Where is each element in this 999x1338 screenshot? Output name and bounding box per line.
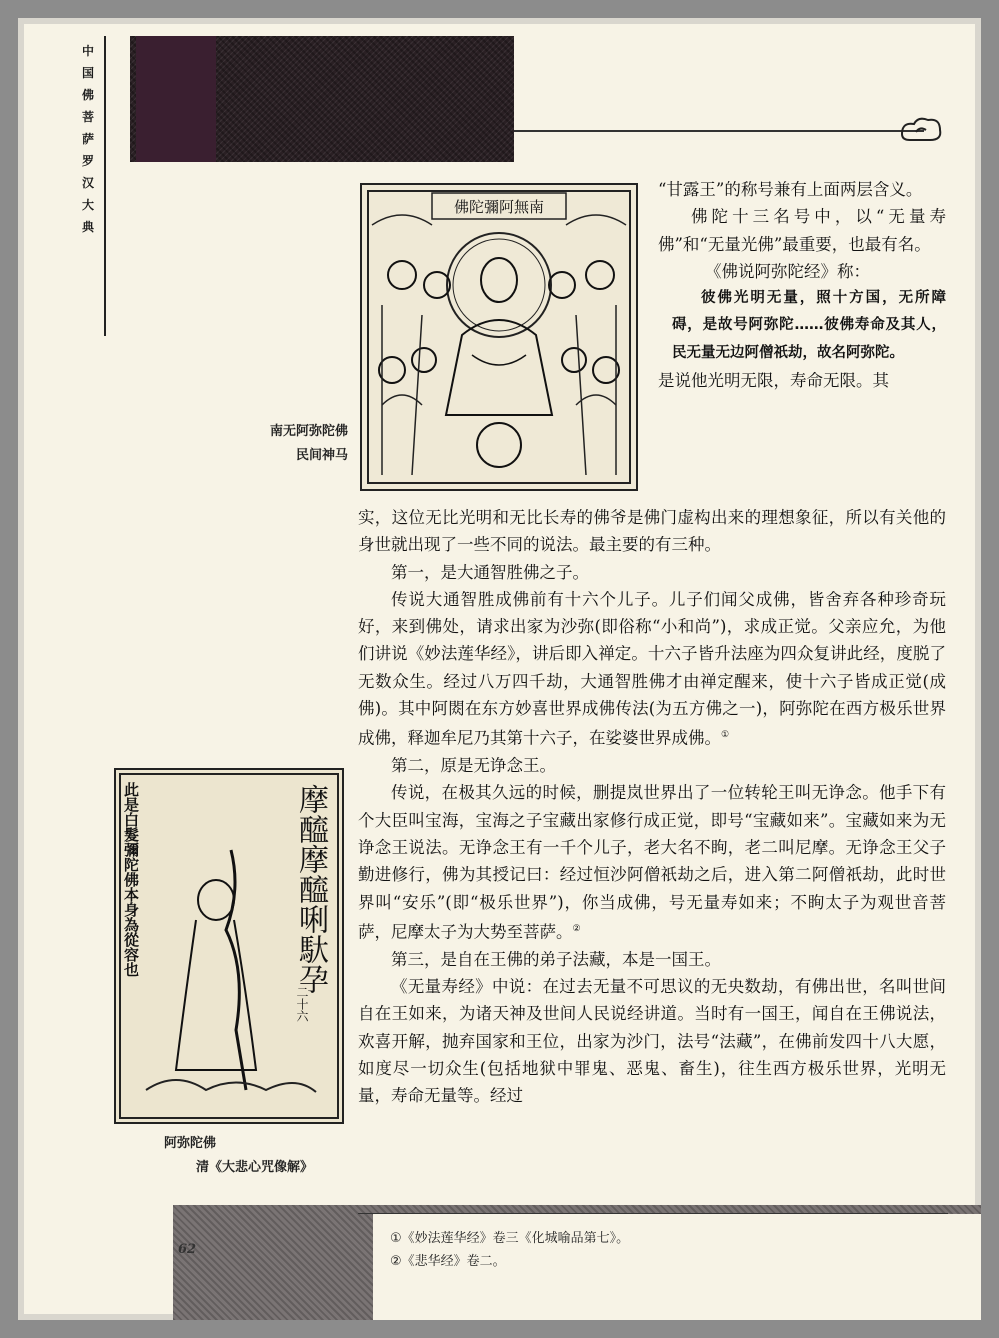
figure1-caption xyxy=(208,420,348,468)
series-rule xyxy=(104,36,106,336)
series-char: 典 xyxy=(81,220,94,234)
paragraph xyxy=(358,779,946,945)
paragraph: 第三，是自在王佛的弟子法藏，本是一国王。 xyxy=(391,949,721,969)
series-char: 罗 xyxy=(81,154,94,168)
header-dark-band xyxy=(136,36,216,162)
series-char: 菩 xyxy=(81,110,94,124)
series-title xyxy=(78,40,98,238)
text-column-main xyxy=(358,504,946,1110)
footnote-2: ②《悲华经》卷二。 xyxy=(390,1254,506,1269)
paragraph: 第二，原是无诤念王。 xyxy=(391,756,556,776)
paragraph-citation: 《佛说阿弥陀经》称： xyxy=(705,261,870,281)
figure1-caption-title: 南无阿弥陀佛 xyxy=(269,424,348,439)
paragraph: “甘露王”的称号兼有上面两层含义。 xyxy=(658,180,923,199)
text-column-upper xyxy=(658,176,946,394)
woodcut-dharani-text: 摩醯摩醯唎馱孕 xyxy=(293,784,328,994)
scripture-quote: 彼佛光明无量，照十方国，无所障碍，是故号阿弥陀……彼佛寿命及其人，民无量无边阿僧祇劫，故名阿弥陀。 xyxy=(672,290,946,361)
footer-rule xyxy=(358,1213,948,1214)
series-char: 佛 xyxy=(81,88,94,102)
footnote-1: ①《妙法莲华经》卷三《化城喻品第七》。 xyxy=(390,1231,630,1246)
paragraph: 实，这位无比光明和无比长寿的佛爷是佛门虚构出来的理想象征，所以有关他的身世就出现了一些不同的说法。最主要的有三种。 xyxy=(358,508,946,555)
woodcut-amitabha-print xyxy=(360,183,638,491)
figure2-caption-source: 清《大悲心咒像解》 xyxy=(196,1160,314,1175)
paragraph: 《无量寿经》中说：在过去无量不可思议的无央数劫，有佛出世，名叫世间自在王如来，为诸天神及世间人民说经讲道。当时有一国王，闻自在王佛说法，欢喜开解，抛弃国家和王位，出家为沙门，法号“法藏”，在佛前发四十八大愿，如度尽一切众生(包括地狱中罪鬼、恶鬼、畜生)，往生西方极乐世界，光明无量，寿命无量等。经过 xyxy=(358,977,946,1106)
page-number: 62 xyxy=(178,1242,197,1257)
woodcut-illustration xyxy=(362,185,636,489)
footnote-ref[interactable]: ① xyxy=(721,730,730,741)
header-rule xyxy=(514,130,924,132)
figure1-caption-source: 民间神马 xyxy=(295,448,348,463)
series-char: 萨 xyxy=(81,132,94,146)
paragraph-text: 传说，在极其久远的时候，删提岚世界出了一位转轮王叫无诤念。他手下有个大臣叫宝海，宝海之子宝藏出家修行成正觉，即号“宝藏如来”。宝藏如来为无诤念王说法。无诤念王有一千个儿子，老大名不眴，老二叫尼摩。无诤念王父子勤进修行，佛为其授记曰：经过恒沙阿僧祇劫之后，进入第二阿僧祇劫，此时世界叫“安乐”(即“极乐世界”)，你当成佛，号无量寿如来；不眴太子为观世音菩萨，尼摩太子为大势至菩萨。 xyxy=(358,783,946,942)
book-page xyxy=(18,18,981,1320)
footnotes xyxy=(390,1227,629,1273)
woodcut-banner: 佛陀彌阿無南 xyxy=(453,198,545,216)
paragraph-start: 是说他光明无限，寿命无限。其 xyxy=(658,371,889,391)
series-char: 国 xyxy=(81,66,94,80)
paragraph-text: 传说大通智胜成佛前有十六个儿子。儿子们闻父成佛，皆舍弃各种珍奇玩好，来到佛处，请求出家为沙弥(即俗称“小和尚”)，求成正觉。父亲应允，为他们讲说《妙法莲华经》，讲后即入禅定。十六子皆升法座为四众复讲此经，度脱了无数众生。经过八万四千劫，大通智胜佛才由禅定醒来，使十六子皆成正觉(成佛)。其中阿閦在东方妙喜世界成佛传法(为五方佛之一)，阿弥陀在西方极乐世界成佛，释迦牟尼乃其第十六子，在娑婆世界成佛。 xyxy=(358,589,946,748)
paragraph: 第一，是大通智胜佛之子。 xyxy=(391,562,589,582)
paragraph: 佛陀十三名号中，以“无量寿佛”和“无量光佛”最重要，也最有名。 xyxy=(658,207,946,254)
paragraph xyxy=(358,586,946,752)
cloud-ornament-icon xyxy=(898,114,944,144)
figure2-caption-title: 阿弥陀佛 xyxy=(164,1136,217,1151)
series-char: 中 xyxy=(81,44,94,58)
woodcut-side-inscription: 此是白髮彌陀佛本身為從容也 xyxy=(122,782,140,977)
footnote-ref[interactable]: ② xyxy=(572,923,581,934)
series-char: 汉 xyxy=(81,176,94,190)
series-char: 大 xyxy=(81,198,94,212)
woodcut-number: 二十六 xyxy=(295,986,309,1022)
